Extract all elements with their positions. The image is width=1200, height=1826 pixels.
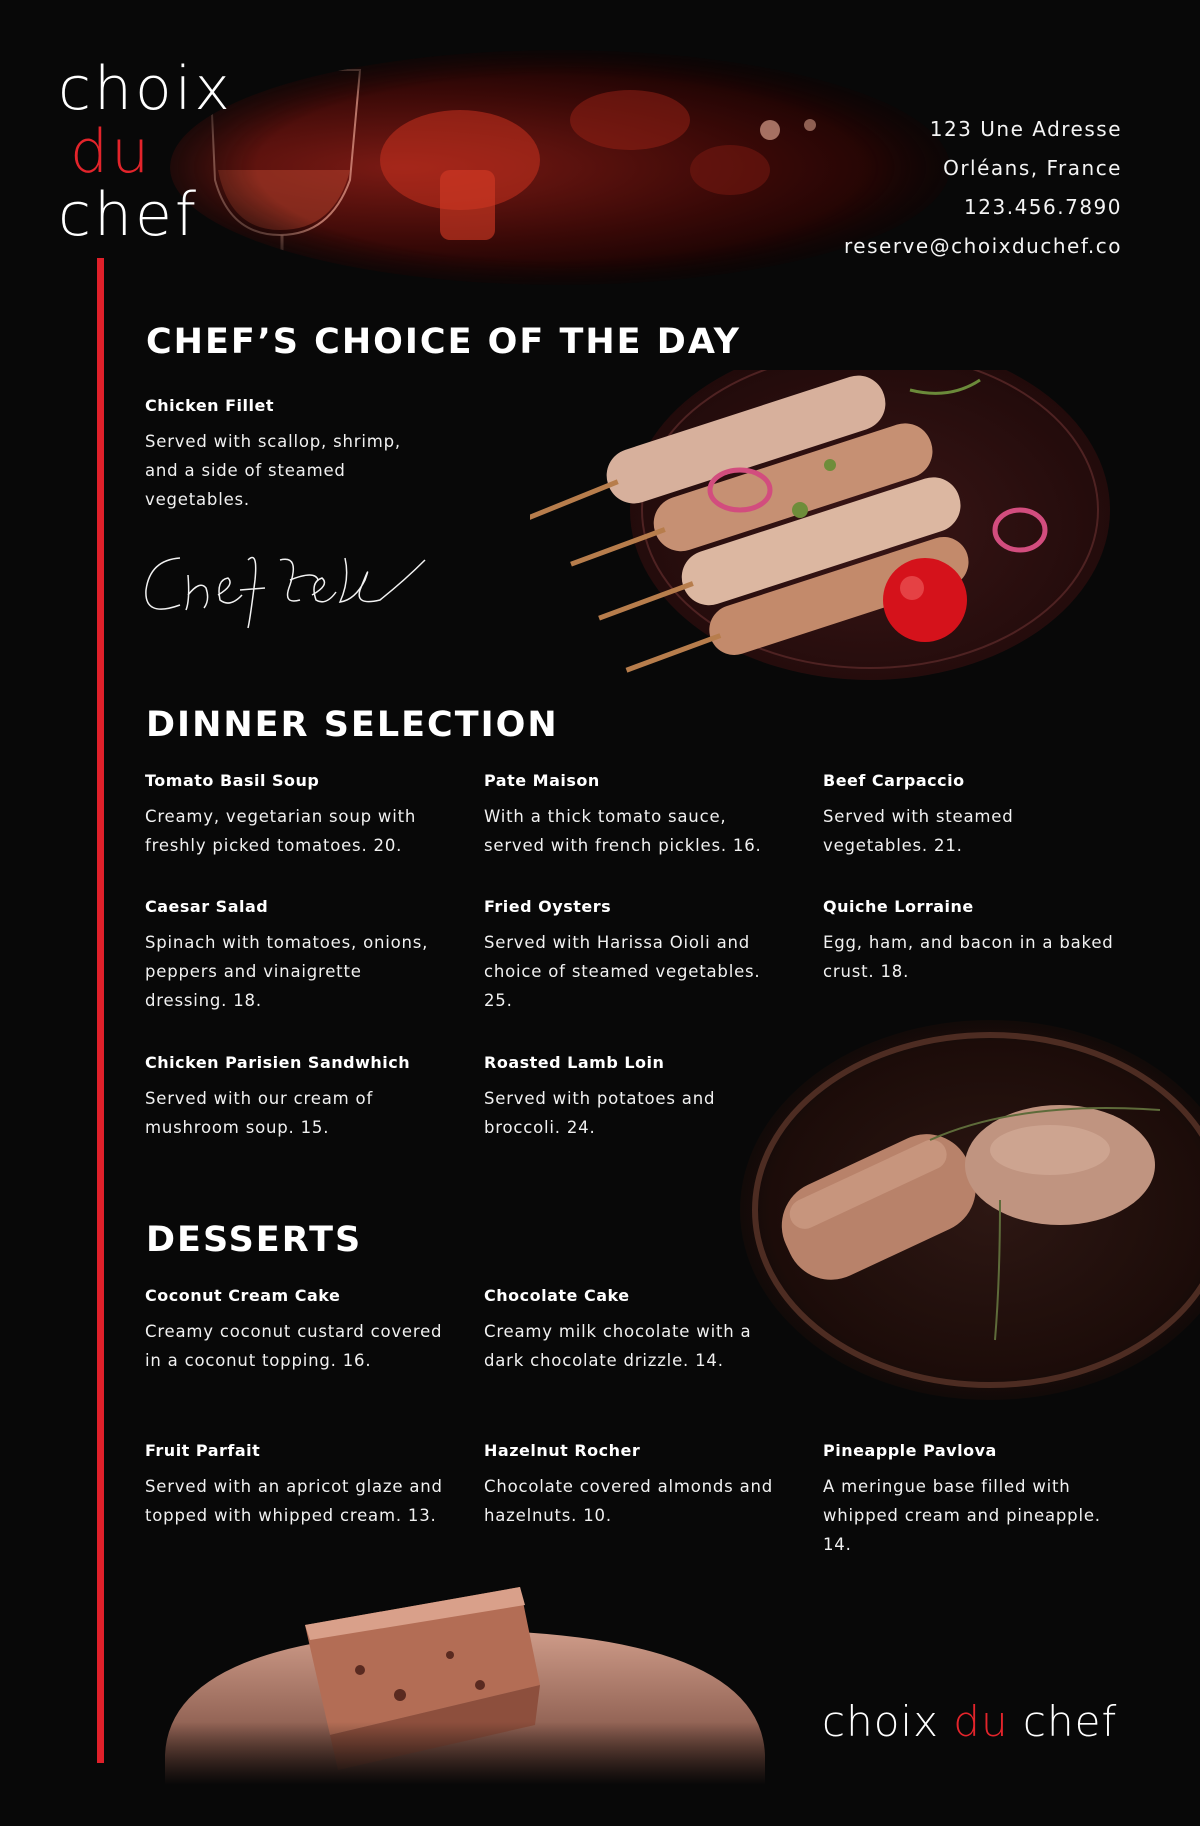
logo bbox=[58, 54, 233, 250]
contact-address: 123 Une Adresse bbox=[929, 117, 1122, 141]
dinner-item bbox=[145, 771, 445, 860]
dessert-item bbox=[145, 1441, 445, 1530]
red-vertical-rule bbox=[97, 258, 104, 1763]
logo-line-chef: chef bbox=[58, 180, 200, 250]
hero-restaurant-image bbox=[170, 50, 950, 285]
dinner-item-name: Pate Maison bbox=[484, 771, 600, 790]
dessert-item-desc: Served with an apricot glaze and topped with whipped cream. 13. bbox=[145, 1477, 443, 1525]
dinner-item-name: Quiche Lorraine bbox=[823, 897, 974, 916]
footer-logo-chef: chef bbox=[1008, 1697, 1118, 1746]
dinner-item-name: Chicken Parisien Sandwhich bbox=[145, 1053, 411, 1072]
dinner-heading: DINNER SELECTION bbox=[146, 705, 559, 745]
dessert-item bbox=[484, 1286, 784, 1375]
dinner-item bbox=[145, 1053, 445, 1142]
dessert-item-name: Chocolate Cake bbox=[484, 1286, 630, 1305]
dessert-item-desc: Creamy coconut custard covered in a coconut topping. 16. bbox=[145, 1322, 443, 1370]
dessert-item bbox=[823, 1441, 1123, 1559]
chefs-choice-heading: CHEF’S CHOICE OF THE DAY bbox=[146, 322, 741, 362]
dinner-item-desc: With a thick tomato sauce, served with french pickles. 16. bbox=[484, 807, 762, 855]
logo-line-choix: choix bbox=[58, 54, 233, 124]
contact-info bbox=[844, 110, 1122, 266]
dinner-item-desc: Spinach with tomatoes, onions, peppers and vinaigrette dressing. 18. bbox=[145, 933, 429, 1010]
skewer-plate-photo bbox=[530, 370, 1130, 690]
dinner-item-name: Tomato Basil Soup bbox=[145, 771, 320, 790]
dinner-item bbox=[823, 897, 1123, 986]
footer-logo bbox=[822, 1697, 1117, 1746]
wine-glass-photo bbox=[170, 50, 950, 285]
dinner-item-name: Beef Carpaccio bbox=[823, 771, 965, 790]
dish-description: Served with scallop, shrimp, and a side of steamed vegetables. bbox=[145, 432, 401, 509]
contact-email[interactable]: reserve@choixduchef.co bbox=[844, 234, 1122, 258]
dinner-item-name: Roasted Lamb Loin bbox=[484, 1053, 665, 1072]
dessert-item-desc: Chocolate covered almonds and hazelnuts. 10. bbox=[484, 1477, 774, 1525]
dinner-item bbox=[484, 897, 784, 1015]
dinner-item-desc: Egg, ham, and bacon in a baked crust. 18. bbox=[823, 933, 1114, 981]
dinner-item bbox=[145, 897, 445, 1015]
dessert-item-name: Coconut Cream Cake bbox=[145, 1286, 341, 1305]
dish-name: Chicken Fillet bbox=[145, 396, 275, 415]
pan-seared-dish-photo bbox=[720, 1020, 1200, 1420]
contact-phone[interactable]: 123.456.7890 bbox=[964, 195, 1122, 219]
dinner-item bbox=[484, 771, 784, 860]
dessert-item-name: Pineapple Pavlova bbox=[823, 1441, 997, 1460]
dinner-item-name: Fried Oysters bbox=[484, 897, 612, 916]
cake-slice-photo bbox=[160, 1575, 770, 1785]
dinner-item-desc: Served with steamed vegetables. 21. bbox=[823, 807, 1014, 855]
dessert-item-name: Hazelnut Rocher bbox=[484, 1441, 641, 1460]
dessert-item-desc: A meringue base filled with whipped cream and pineapple. 14. bbox=[823, 1477, 1101, 1554]
desserts-heading: DESSERTS bbox=[146, 1220, 363, 1260]
logo-line-du: du bbox=[70, 117, 153, 187]
dinner-item-desc: Served with Harissa Oioli and choice of steamed vegetables. 25. bbox=[484, 933, 761, 1010]
dessert-item-name: Fruit Parfait bbox=[145, 1441, 261, 1460]
footer-logo-du: du bbox=[953, 1697, 1009, 1746]
chefs-choice-item bbox=[145, 396, 435, 514]
dinner-item bbox=[823, 771, 1123, 860]
dinner-item-name: Caesar Salad bbox=[145, 897, 269, 916]
dessert-item-desc: Creamy milk chocolate with a dark chocolate drizzle. 14. bbox=[484, 1322, 752, 1370]
contact-city: Orléans, France bbox=[943, 156, 1122, 180]
dinner-item-desc: Served with potatoes and broccoli. 24. bbox=[484, 1089, 716, 1137]
dessert-item bbox=[145, 1286, 445, 1375]
dinner-item-desc: Served with our cream of mushroom soup. 15. bbox=[145, 1089, 374, 1137]
dinner-item-desc: Creamy, vegetarian soup with freshly picked tomatoes. 20. bbox=[145, 807, 417, 855]
chef-signature bbox=[140, 540, 430, 630]
dessert-item bbox=[484, 1441, 784, 1530]
footer-logo-choix: choix bbox=[822, 1697, 954, 1746]
